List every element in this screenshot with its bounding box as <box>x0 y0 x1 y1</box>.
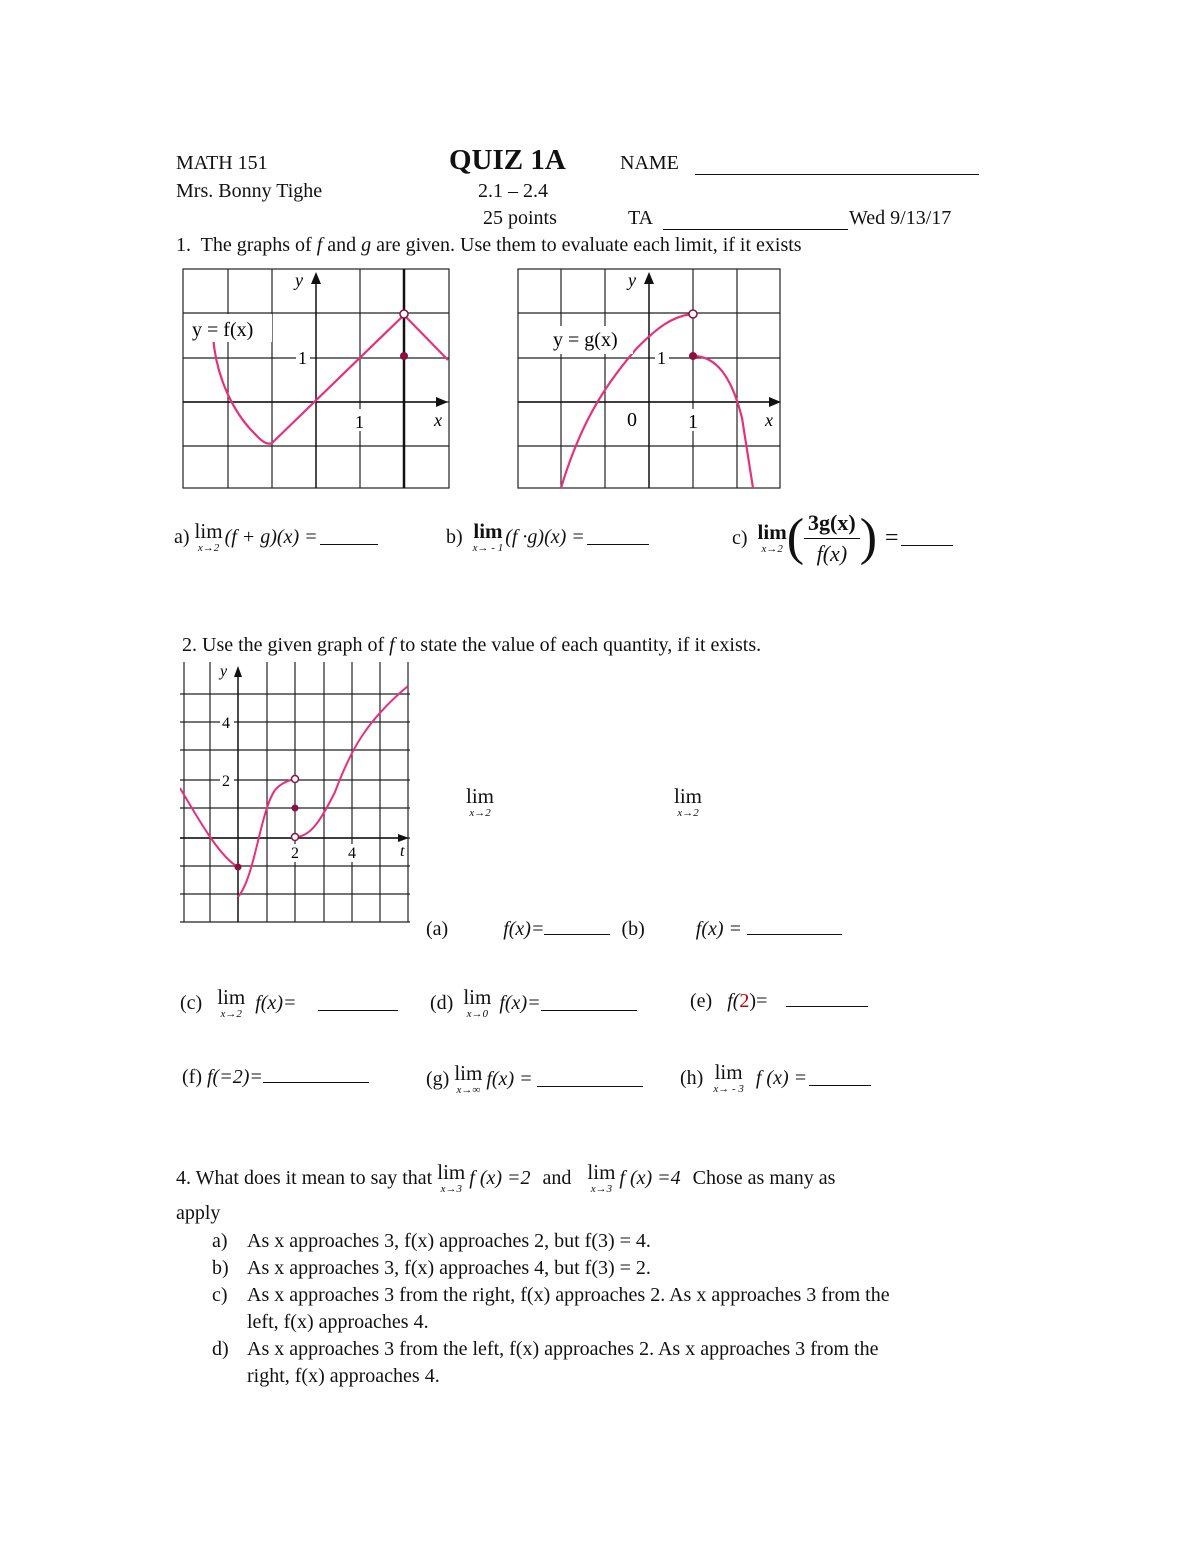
q2-e-blank[interactable] <box>786 992 868 1007</box>
graph-f-x-axis: x <box>434 410 442 430</box>
q1-part-c: c) lim x→2 ( $\frac{3g(x)}{f(x)}$ ) = <box>732 500 953 576</box>
q4-option-d[interactable]: d) As x approaches 3 from the left, f(x) approaches 2. As x approaches 3 from the <box>212 1338 879 1360</box>
graph-g-tick-y: 1 <box>657 348 666 368</box>
q2-g-blank[interactable] <box>537 1072 643 1087</box>
name-blank[interactable] <box>695 160 979 175</box>
graph-g-y-axis: y <box>628 270 636 290</box>
q2-part-e: (e) f(2)= <box>690 990 868 1013</box>
q2-part-a: (a) f(x)= (b) f(x) = <box>426 918 842 941</box>
q1-c-blank[interactable] <box>901 531 953 546</box>
q2-part-f: (f) f(=2)= <box>182 1066 369 1089</box>
q2-h-blank[interactable] <box>809 1071 871 1086</box>
name-label: NAME <box>620 152 679 174</box>
q1-prompt: 1. The graphs of f and g are given. Use them to evaluate each limit, if it exists <box>176 234 802 256</box>
graph-g-origin: 0 <box>627 409 637 431</box>
graph-q2-tick-y4: 4 <box>222 715 230 732</box>
q4-option-c-cont: left, f(x) approaches 4. <box>247 1311 429 1333</box>
quiz-sections: 2.1 – 2.4 <box>478 180 548 202</box>
quiz-title: QUIZ 1A <box>449 144 566 176</box>
teacher-name: Mrs. Bonny Tighe <box>176 180 323 202</box>
q4-prompt-cont: apply <box>176 1202 221 1224</box>
q1-part-b: b) lim x→ - 1 (f ·g)(x) = <box>446 512 649 562</box>
q2-part-g: (g) lim x→∞ f(x) = <box>426 1058 643 1100</box>
q1-part-a: a) lim x→2 (f + g)(x) = <box>174 512 378 562</box>
q2-part-h: (h) lim x→ - 3 f (x) = <box>680 1056 871 1100</box>
q2-f-blank[interactable] <box>263 1068 369 1083</box>
graph-q2-tick-y2: 2 <box>222 773 230 790</box>
q4-option-b[interactable]: b) As x approaches 3, f(x) approaches 4, but f(3) = 2. <box>212 1257 651 1279</box>
q1-b-blank[interactable] <box>587 530 649 545</box>
q4-prompt: 4. What does it mean to say that lim x→3 f (x) =2 and lim x→3 f (x) =4 Chose as many as <box>176 1159 836 1195</box>
graph-g <box>517 268 782 490</box>
graph-f-label: y = f(x) <box>192 319 254 341</box>
ta-label: TA <box>628 207 654 229</box>
q4-option-c[interactable]: c) As x approaches 3 from the right, f(x) approaches 2. As x approaches 3 from the <box>212 1284 890 1306</box>
q4-options <box>212 1228 890 1390</box>
graph-f-y-axis: y <box>295 270 303 290</box>
q2-a-blank[interactable] <box>544 920 610 935</box>
ta-blank[interactable] <box>663 215 848 230</box>
quiz-points: 25 points <box>483 207 557 229</box>
q2-lim-a: lim x→2 <box>466 784 495 819</box>
graph-g-x-axis: x <box>765 410 773 430</box>
graph-q2-tick-x2: 2 <box>291 845 299 862</box>
q1-a-blank[interactable] <box>320 530 378 545</box>
quiz-date: Wed 9/13/17 <box>849 207 952 229</box>
graph-q2-y-axis: y <box>220 663 228 680</box>
graph-f-tick-x: 1 <box>355 412 364 432</box>
q2-prompt: 2. Use the given graph of f to state the value of each quantity, if it exists. <box>182 634 762 656</box>
graph-q2-tick-x4: 4 <box>348 845 356 862</box>
q2-part-d: (d) lim x→0 f(x)= <box>430 982 637 1024</box>
graph-g-tick-x: 1 <box>688 411 698 433</box>
graph-f <box>182 268 450 490</box>
q2-c-blank[interactable] <box>318 996 398 1011</box>
course-code: MATH 151 <box>176 152 268 174</box>
q2-lim-b: lim x→2 <box>674 784 703 819</box>
q4-option-a[interactable]: a) As x approaches 3, f(x) approaches 2, but f(3) = 4. <box>212 1230 651 1252</box>
graph-g-label: y = g(x) <box>553 329 618 351</box>
q2-d-blank[interactable] <box>541 996 637 1011</box>
q2-b-blank[interactable] <box>747 920 842 935</box>
graph-q2-x-axis: t <box>400 843 405 860</box>
graph-f-tick-y: 1 <box>298 348 307 368</box>
graph-q2 <box>180 662 412 924</box>
q4-option-d-cont: right, f(x) approaches 4. <box>247 1365 440 1387</box>
q2-part-c: (c) lim x→2 f(x)= <box>180 982 398 1024</box>
